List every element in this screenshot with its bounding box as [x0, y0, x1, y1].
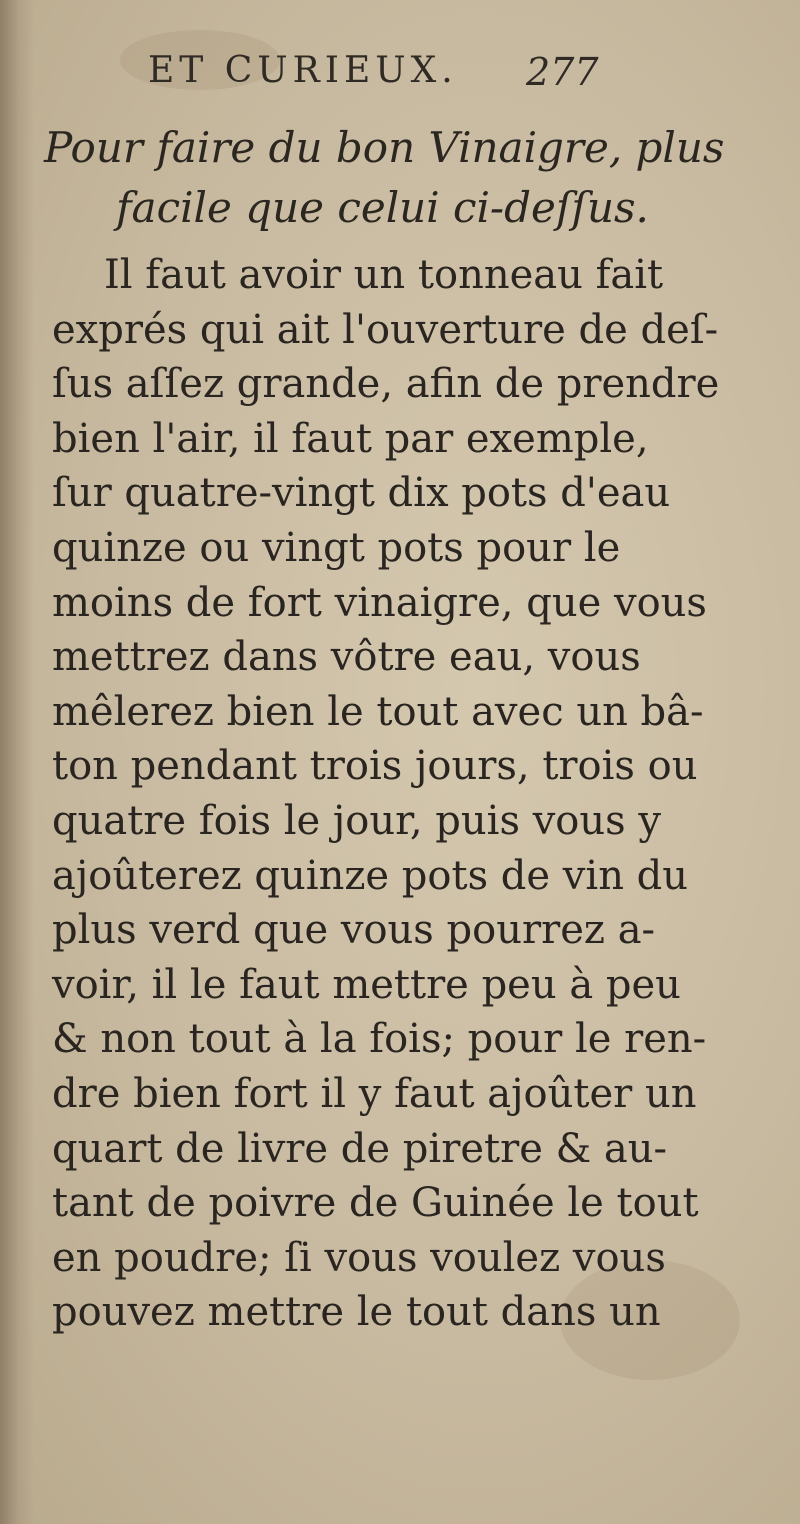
recipe-body	[52, 248, 772, 1340]
text-line: quart de livre de piretre & au-	[52, 1125, 668, 1172]
text-line: dre bien fort il y faut ajoûter un	[52, 1070, 697, 1117]
page-header	[148, 50, 748, 100]
text-line: bien l'air, il faut par exemple,	[52, 415, 649, 462]
text-line: tant de poivre de Guinée le tout	[52, 1180, 699, 1227]
text-line: voir, il le faut mettre peu à peu	[52, 961, 681, 1008]
text-line: plus verd que vous pourrez a-	[52, 907, 656, 954]
running-title: ET CURIEUX.	[148, 50, 458, 91]
text-line: Il faut avoir un tonneau fait	[104, 252, 664, 298]
recipe-title-line: facile que celui ci-deſſus.	[116, 183, 649, 232]
text-line: mêlerez bien le tout avec un bâ-	[52, 688, 704, 735]
text-line: ſur quatre-vingt dix pots d'eau	[52, 470, 671, 517]
recipe-title-line: Pour faire du bon Vinaigre, plus	[44, 123, 725, 172]
text-line: & non tout à la fois; pour le ren-	[52, 1016, 707, 1063]
text-line: quinze ou vingt pots pour le	[52, 524, 621, 571]
text-line: pouvez mettre le tout dans un	[52, 1289, 661, 1336]
page-edge-shadow	[0, 0, 34, 1524]
recipe-title	[44, 118, 764, 238]
text-line: mettrez dans vôtre eau, vous	[52, 634, 641, 681]
text-line: en poudre; ſi vous voulez vous	[52, 1234, 666, 1281]
text-line: quatre fois le jour, puis vous y	[52, 797, 661, 844]
text-line: ajoûterez quinze pots de vin du	[52, 852, 689, 899]
text-line: ton pendant trois jours, trois ou	[52, 743, 698, 790]
text-line: ſus aſſez grande, afin de prendre	[52, 361, 720, 408]
text-line: moins de fort vinaigre, que vous	[52, 579, 707, 626]
page-number: 277	[526, 50, 599, 94]
text-line: exprés qui ait l'ouverture de deſ-	[52, 306, 719, 353]
